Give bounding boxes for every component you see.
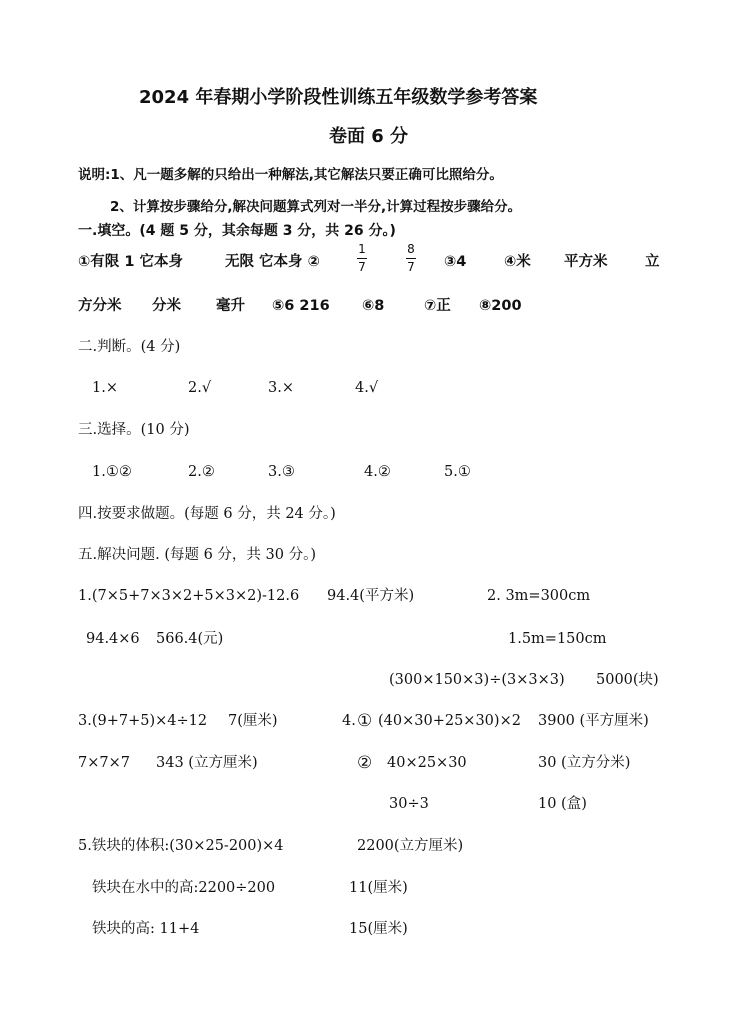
section-1-heading: 一.填空。(4 题 5 分，其余每题 3 分，共 26 分。)	[78, 223, 396, 239]
fraction-denominator: 7	[407, 260, 415, 274]
q4-result-1: 3900 (平方厘米)	[538, 713, 649, 729]
q4-expression-2: 40×25×30	[387, 755, 467, 771]
q4-expression-1: (40×30+25×30)×2	[378, 713, 521, 729]
fraction-bar	[357, 258, 367, 259]
fill-answer-6: ⑥8	[362, 298, 385, 314]
q5-expression-1: 5.铁块的体积:(30×25-200)×4	[78, 838, 284, 854]
q5-result-3: 15(厘米)	[349, 921, 408, 937]
q1-result: 94.4(平方米)	[327, 588, 415, 604]
fill-answer-4: ④米	[504, 254, 531, 270]
choice-answer-5: 5.①	[444, 464, 471, 480]
judge-answer-3: 3.×	[268, 380, 294, 396]
fill-answer-5: ⑤6 216	[272, 298, 330, 314]
section-3-heading: 三.选择。(10 分)	[78, 422, 190, 438]
section-2-heading: 二.判断。(4 分)	[78, 339, 181, 355]
fill-answer-1b: 无限 它本身 ②	[225, 254, 320, 270]
judge-answer-4: 4.√	[355, 380, 379, 396]
q3-result: 7(厘米)	[228, 713, 278, 729]
choice-answer-4: 4.②	[364, 464, 391, 480]
q3-result-2: 343 (立方厘米)	[156, 755, 258, 771]
judge-answer-1: 1.×	[92, 380, 118, 396]
q5-result-1: 2200(立方厘米)	[357, 838, 464, 854]
fill-answer-1: ①有限 1 它本身	[78, 254, 183, 270]
q4-marker-2: ②	[357, 753, 373, 773]
q2-result: 5000(块)	[596, 672, 659, 688]
q5-expression-2: 铁块在水中的高:2200÷200	[92, 880, 276, 896]
fill-answer-4b: 平方米	[564, 254, 608, 270]
q5-expression-3: 铁块的高: 11+4	[92, 921, 200, 937]
fill-answer-4e: 分米	[152, 298, 181, 314]
fill-answer-3: ③4	[444, 254, 467, 270]
q2-conversion-1: 2. 3m=300cm	[487, 588, 591, 604]
fill-answer-4c: 立	[645, 254, 660, 270]
q4-result-3: 10 (盒)	[538, 796, 587, 812]
q4-label: 4.	[342, 713, 356, 729]
q1-expression-2: 94.4×6	[86, 631, 140, 647]
note-2: 2、计算按步骤给分,解决问题算式列对一半分,计算过程按步骤给分。	[110, 199, 522, 215]
q5-result-2: 11(厘米)	[349, 880, 408, 896]
fraction-bar	[406, 258, 416, 259]
q2-conversion-2: 1.5m=150cm	[508, 631, 607, 647]
q2-expression: (300×150×3)÷(3×3×3)	[389, 672, 565, 688]
fill-answer-4f: 毫升	[216, 298, 245, 314]
q3-expression-2: 7×7×7	[78, 755, 130, 771]
fill-answer-4d: 方分米	[78, 298, 122, 314]
fraction-8-7	[406, 243, 416, 274]
q1-expression: 1.(7×5+7×3×2+5×3×2)-12.6	[78, 588, 300, 604]
page-title: 2024 年春期小学阶段性训练五年级数学参考答案	[139, 87, 538, 108]
fraction-denominator: 7	[358, 260, 366, 274]
choice-answer-2: 2.②	[188, 464, 215, 480]
note-1: 说明:1、凡一题多解的只给出一种解法,其它解法只要正确可比照给分。	[78, 167, 503, 183]
q4-expression-3: 30÷3	[389, 796, 429, 812]
choice-answer-3: 3.③	[268, 464, 295, 480]
judge-answer-2: 2.√	[188, 380, 212, 396]
page-subtitle: 卷面 6 分	[329, 126, 409, 147]
q4-result-2: 30 (立方分米)	[538, 755, 631, 771]
fraction-numerator: 1	[358, 242, 366, 256]
fill-answer-7: ⑦正	[424, 298, 451, 314]
section-5-heading: 五.解决问题. (每题 6 分，共 30 分。)	[78, 547, 317, 563]
section-4-heading: 四.按要求做题。(每题 6 分，共 24 分。)	[78, 506, 336, 522]
q1-result-2: 566.4(元)	[156, 631, 224, 647]
choice-answer-1: 1.①②	[92, 464, 132, 480]
fraction-1-7	[357, 243, 367, 274]
q4-marker-1: ①	[357, 711, 373, 731]
q3-expression: 3.(9+7+5)×4÷12	[78, 713, 208, 729]
fraction-numerator: 8	[407, 242, 415, 256]
fill-answer-8: ⑧200	[479, 298, 522, 314]
